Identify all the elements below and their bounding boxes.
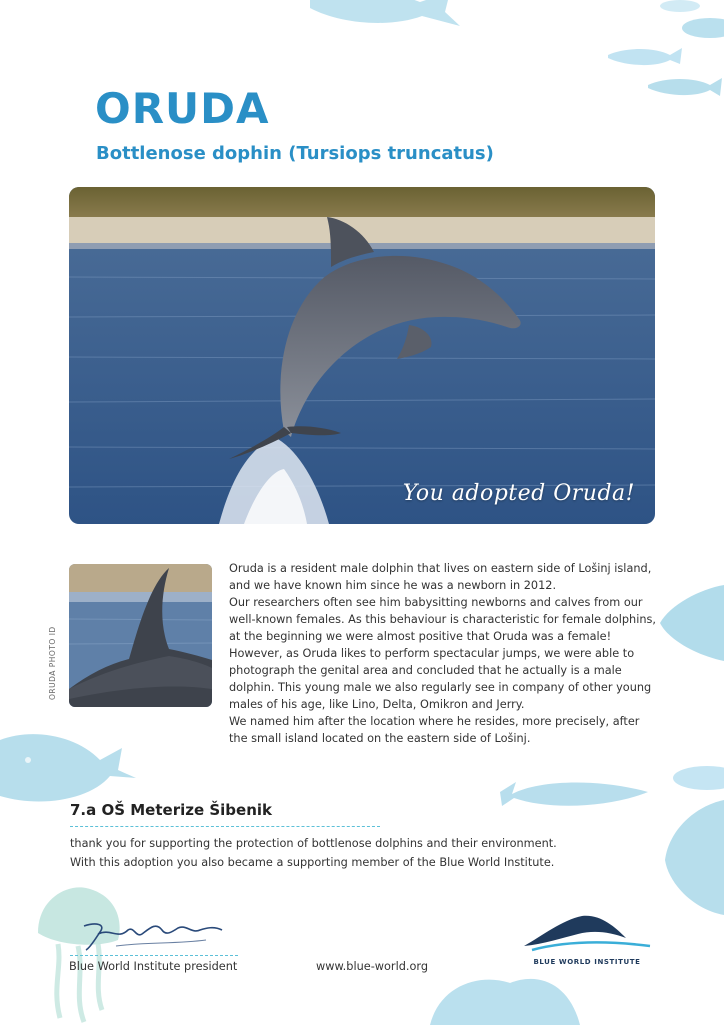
thank-you-text bbox=[70, 834, 557, 872]
species-subtitle: Bottlenose dophin (Tursiops truncatus) bbox=[96, 143, 494, 164]
thank-you-line: With this adoption you also became a supporting member of the Blue World Institute. bbox=[70, 856, 555, 869]
watercolor-fish-top-icon bbox=[300, 0, 470, 30]
blue-world-logo bbox=[522, 912, 652, 966]
watercolor-blob-bottom-icon bbox=[430, 965, 580, 1025]
watercolor-fish-topright-icon bbox=[600, 0, 724, 110]
dolphin-name-title: ORUDA bbox=[95, 84, 270, 133]
signature-divider bbox=[70, 955, 238, 956]
signature-icon bbox=[76, 918, 226, 954]
bio-paragraph: Oruda is a resident male dolphin that lives on eastern side of Lošinj island, and we have known him since he was a newborn in 2012. bbox=[229, 562, 652, 592]
hero-caption: You adopted Oruda! bbox=[402, 481, 635, 506]
website-link[interactable]: www.blue-world.org bbox=[316, 960, 428, 973]
logo-text: BLUE WORLD INSTITUTE bbox=[533, 958, 641, 966]
thank-you-line: thank you for supporting the protection of bottlenose dolphins and their environment. bbox=[70, 837, 557, 850]
photo-id-image bbox=[69, 564, 212, 707]
watercolor-fish-right-icon bbox=[650, 575, 724, 665]
bio-paragraph: Our researchers often see him babysitting newborns and calves from our well-known females. As this behaviour is characteristic for female dolphins, at the beginning we were almost positive that Oruda was a female! However, as Oruda likes to perform spectacular jumps, we were able to photograph the genital area and concluded that he actually is a male dolphin. This young male we also regularly see in company of other young males of his age, like Lino, Delta, Omikron and Jerry. bbox=[229, 596, 656, 711]
watercolor-fish-middle-icon bbox=[498, 772, 650, 814]
bio-paragraph: We named him after the location where he resides, more precisely, after the small island located on the eastern side of Lošinj. bbox=[229, 715, 640, 745]
photo-id-label: ORUDA PHOTO ID bbox=[48, 626, 57, 700]
dorsal-fin-photo-icon bbox=[69, 564, 212, 707]
hero-photo bbox=[69, 187, 655, 524]
dolphin-jumping-photo-icon bbox=[69, 187, 655, 524]
watercolor-whale-icon bbox=[0, 720, 140, 810]
watercolor-fish-lowright-icon bbox=[645, 760, 724, 920]
dolphin-bio bbox=[229, 560, 659, 747]
adopter-name: 7.a OŠ Meterize Šibenik bbox=[70, 801, 273, 819]
adopter-divider bbox=[70, 826, 380, 827]
signer-role: Blue World Institute president bbox=[69, 960, 238, 973]
dolphin-fin-logo-icon bbox=[522, 912, 652, 952]
